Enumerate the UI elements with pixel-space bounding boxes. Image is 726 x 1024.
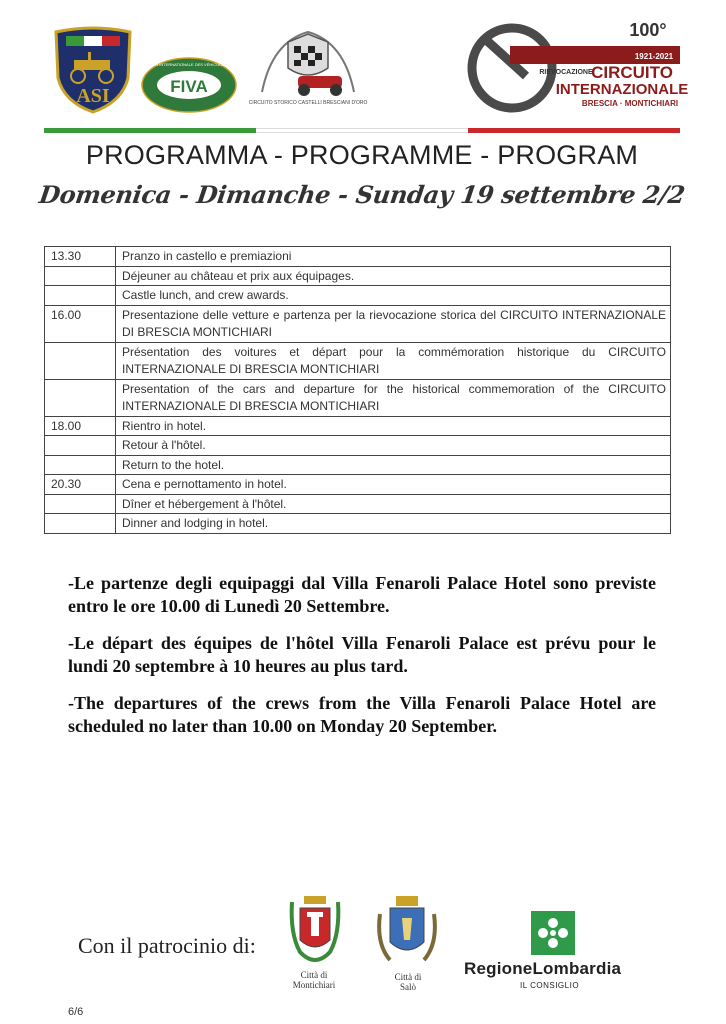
- schedule-activity: Return to the hotel.: [116, 455, 671, 475]
- schedule-activity: Cena e pernottamento in hotel.: [116, 475, 671, 495]
- note-french: -Le départ des équipes de l'hôtel Villa Fenaroli Palace est prévu pour le lundi 20 septembre à 10 heures au plus tard.: [68, 633, 656, 676]
- svg-text:RIEVOCAZIONE: RIEVOCAZIONE: [539, 69, 593, 76]
- schedule-row: [45, 475, 671, 495]
- montichiari-caption-line2: Montichiari: [292, 980, 336, 990]
- schedule-time: [45, 379, 116, 416]
- svg-text:100°: 100°: [629, 20, 667, 40]
- schedule-activity: Castle lunch, and crew awards.: [116, 286, 671, 306]
- schedule-time: [45, 286, 116, 306]
- regione-consiglio: IL CONSIGLIO: [520, 981, 580, 990]
- page-number: 6/6: [68, 1006, 84, 1018]
- schedule-time: [45, 342, 116, 379]
- salo-caption-line1: Città di: [394, 972, 422, 982]
- patronage-label: Con il patrocinio di:: [78, 933, 256, 958]
- asi-logo: [52, 26, 134, 114]
- schedule-time: [45, 494, 116, 514]
- schedule-row: [45, 342, 671, 379]
- departure-notes: [68, 572, 656, 752]
- schedule-time: [45, 514, 116, 534]
- svg-text:ASI: ASI: [76, 85, 110, 107]
- montichiari-caption: [280, 970, 348, 990]
- schedule-row: [45, 494, 671, 514]
- schedule-row: [45, 455, 671, 475]
- fiva-ring-text: FÉDÉRATION INTERNATIONALE DES VÉHICULES ANCIENS: [132, 62, 246, 67]
- schedule-activity: Pranzo in castello e premiazioni: [116, 247, 671, 267]
- regione-lombardia-icon: [531, 911, 575, 955]
- schedule-row: [45, 305, 671, 342]
- schedule-time: 16.00: [45, 305, 116, 342]
- svg-text:BRESCIA · MONTICHIARI: BRESCIA · MONTICHIARI: [581, 99, 679, 108]
- schedule-row: [45, 514, 671, 534]
- schedule-row: [45, 436, 671, 456]
- salo-caption-line2: Salò: [399, 982, 416, 992]
- schedule-activity: Présentation des voitures et départ pour la commémoration historique du CIRCUITO INTERNAZIONALE DI BRESCIA MONTICHIARI: [116, 342, 671, 379]
- circuito-logo: [470, 18, 689, 114]
- schedule-activity: Déjeuner au château et prix aux équipages.: [116, 266, 671, 286]
- montichiari-caption-line1: Città di: [300, 970, 328, 980]
- schedule-activity: Dîner et hébergement à l'hôtel.: [116, 494, 671, 514]
- schedule-row: [45, 266, 671, 286]
- page-subtitle: Domenica - Dimanche - Sunday 19 settembre 2/2: [37, 180, 687, 209]
- svg-text:CIRCUITO: CIRCUITO: [591, 63, 673, 82]
- schedule-time: 20.30: [45, 475, 116, 495]
- schedule-activity: Rientro in hotel.: [116, 416, 671, 436]
- schedule-activity: Dinner and lodging in hotel.: [116, 514, 671, 534]
- schedule-activity: Retour à l'hôtel.: [116, 436, 671, 456]
- schedule-row: [45, 379, 671, 416]
- schedule-activity: Presentazione delle vetture e partenza per la rievocazione storica del CIRCUITO INTERNAZIONALE DI BRESCIA MONTICHIARI: [116, 305, 671, 342]
- schedule-time: [45, 436, 116, 456]
- schedule-time: [45, 455, 116, 475]
- svg-text:INTERNAZIONALE: INTERNAZIONALE: [555, 81, 689, 98]
- castelli-oro-logo: [248, 22, 368, 108]
- montichiari-crest: [286, 894, 344, 968]
- fiva-logo: [132, 56, 246, 114]
- schedule-time: [45, 266, 116, 286]
- schedule-row: [45, 247, 671, 267]
- tricolore-stripe: [44, 128, 680, 133]
- schedule-time: 13.30: [45, 247, 116, 267]
- svg-text:1921-2021: 1921-2021: [634, 52, 674, 61]
- schedule-time: 18.00: [45, 416, 116, 436]
- schedule-activity: Presentation of the cars and departure for the historical commemoration of the CIRCUITO INTERNAZIONALE DI BRESCIA MONTICHIARI: [116, 379, 671, 416]
- note-italian: -Le partenze degli equipaggi dal Villa Fenaroli Palace Hotel sono previste entro le ore 10.00 di Lunedì 20 Settembre.: [68, 573, 656, 616]
- schedule-table: [44, 246, 671, 534]
- regione-lombardia-name: RegioneLombardia: [464, 959, 622, 978]
- svg-text:FIVA: FIVA: [170, 77, 208, 96]
- schedule-row: [45, 286, 671, 306]
- castelli-oro-text: CIRCUITO STORICO CASTELLI BRESCIANI D'ORO: [248, 100, 368, 106]
- schedule-row: [45, 416, 671, 436]
- salo-caption: [374, 972, 442, 992]
- page-title: PROGRAMMA - PROGRAMME - PROGRAM: [85, 140, 639, 170]
- note-english: -The departures of the crews from the Villa Fenaroli Palace Hotel are scheduled no later than 10.00 on Monday 20 September.: [68, 693, 656, 736]
- salo-crest: [374, 894, 440, 970]
